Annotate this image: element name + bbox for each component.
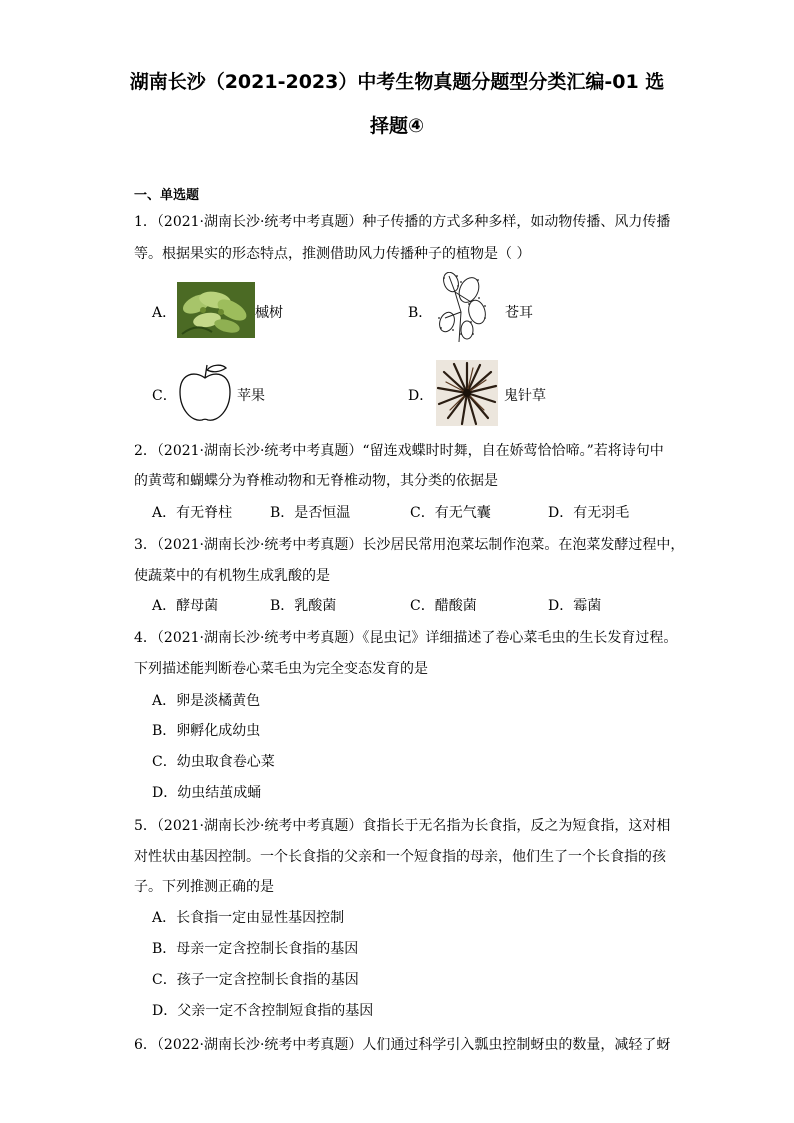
cocklebur-drawing: [433, 272, 493, 344]
question-4-option-d: D．幼虫结茧成蛹: [152, 785, 262, 801]
question-5-option-a: A．长食指一定由显性基因控制: [152, 910, 345, 926]
question-3-line-1: 3．（2021·湖南长沙·统考中考真题）长沙居民常用泡菜坛制作泡菜。在泡菜发酵过程中，: [134, 537, 685, 553]
question-3-option-c: C．醋酸菌: [410, 598, 477, 614]
question-3-line-2: 使蔬菜中的有机物生成乳酸的是: [134, 568, 330, 584]
question-5-option-d: D．父亲一定不含控制短食指的基因: [152, 1003, 374, 1019]
question-2-option-c: C．有无气囊: [410, 505, 491, 521]
question-3-option-b: B．乳酸菌: [270, 598, 337, 614]
option-a-caption: 槭树: [255, 305, 283, 321]
question-5-option-c: C．孩子一定含控制长食指的基因: [152, 972, 359, 988]
question-6-line-1: 6．（2022·湖南长沙·统考中考真题）人们通过科学引入瓢虫控制蚜虫的数量，减轻了蚜: [134, 1037, 671, 1053]
question-5-option-b: B．母亲一定含控制长食指的基因: [152, 941, 359, 957]
option-c-caption: 苹果: [237, 388, 265, 404]
maple-samara-photo: [177, 282, 255, 338]
option-c-letter: C．: [152, 388, 177, 404]
section-heading: 一、单选题: [134, 188, 200, 203]
option-d-letter: D．: [408, 388, 434, 404]
question-3-option-d: D．霉菌: [548, 598, 602, 614]
document-title-line-1: 湖南长沙（2021-2023）中考生物真题分题型分类汇编-01 选: [129, 71, 665, 93]
option-d-caption: 鬼针草: [504, 388, 546, 404]
question-4-option-b: B．卵孵化成幼虫: [152, 723, 261, 739]
question-2-line-1: 2．（2021·湖南长沙·统考中考真题）“留连戏蝶时时舞，自在娇莺恰恰啼。”若将诗句中: [134, 443, 664, 459]
bidens-seed-photo: [436, 360, 498, 426]
question-3-option-a: A．酵母菌: [152, 598, 219, 614]
question-4-line-1: 4．（2021·湖南长沙·统考中考真题）《昆虫记》详细描述了卷心菜毛虫的生长发育过程。: [134, 630, 678, 646]
question-5-line-1: 5．（2021·湖南长沙·统考中考真题）食指长于无名指为长食指，反之为短食指，这对相: [134, 818, 671, 834]
question-2-option-d: D．有无羽毛: [548, 505, 630, 521]
option-b-letter: B．: [408, 305, 433, 321]
option-a-letter: A．: [152, 305, 177, 321]
question-4-option-c: C．幼虫取食卷心菜: [152, 754, 275, 770]
question-2-option-b: B．是否恒温: [270, 505, 351, 521]
option-b-caption: 苍耳: [505, 305, 533, 321]
question-2-option-a: A．有无脊柱: [152, 505, 233, 521]
question-2-line-2: 的黄莺和蝴蝶分为脊椎动物和无脊椎动物，其分类的依据是: [134, 473, 498, 489]
question-5-line-3: 子。下列推测正确的是: [134, 879, 274, 895]
question-5-line-2: 对性状由基因控制。一个长食指的父亲和一个短食指的母亲，他们生了一个长食指的孩: [134, 849, 666, 865]
question-1-line-2: 等。根据果实的形态特点，推测借助风力传播种子的植物是（ ）: [134, 246, 531, 262]
question-1-line-1: 1．（2021·湖南长沙·统考中考真题）种子传播的方式多种多样，如动物传播、风力传播: [134, 214, 671, 230]
apple-drawing: [176, 362, 234, 424]
question-4-option-a: A．卵是淡橘黄色: [152, 693, 261, 709]
question-4-line-2: 下列描述能判断卷心菜毛虫为完全变态发育的是: [134, 661, 428, 677]
document-title-line-2: 择题④: [369, 115, 425, 137]
